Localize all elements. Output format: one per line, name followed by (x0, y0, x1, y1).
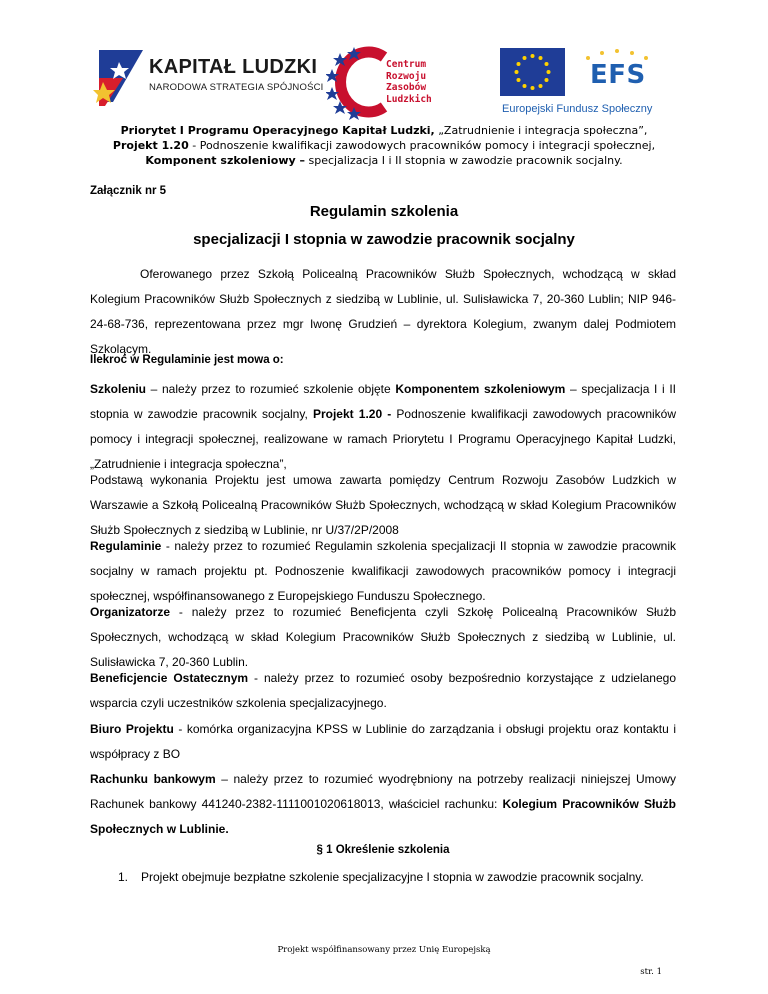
definition-regulamin (90, 534, 676, 609)
header-line-2-bold: Projekt 1.20 (112, 139, 189, 152)
basis-paragraph: Podstawą wykonania Projektu jest umowa zawarta pomiędzy Centrum Rozwoju Zasobów Ludzkich w Warszawie a Szkołą Policealną Pracowników Służb Społecznych, wchodzącą w skład Kolegium Pracowników Służb Społecznych z siedzibą w Lublinie, nr U/37/2P/2008 (90, 473, 676, 537)
definition-text: – należy przez to rozumieć szkolenie objęte (146, 382, 396, 396)
crzl-name: Centrum Rozwoju Zasobów Ludzkich (386, 59, 432, 105)
header-line-3-rest: specjalizacja I i II stopnia w zawodzie pracownik socjalny. (304, 154, 623, 167)
section-heading: § 1 Określenie szkolenia (316, 844, 450, 856)
definition-biuro (90, 717, 676, 767)
intro-paragraph: Oferowanego przez Szkołą Policealną Pracowników Służb Społecznych, wchodzącą w skład Kolegium Pracowników Służb Społecznych z siedzibą w Lublinie, ul. Sulisławicka 7, 20-360 Lublin; NIP 946-24-68-736, reprezentowana przez mgr Iwonę Grudzień – dyrektora Kolegium, zwanym dalej Podmiotem Szkolącym. (90, 267, 676, 356)
definition-text: – specjalizacja I i II stopnia w zawodzie pracownik socjalny, (90, 382, 676, 421)
definition-text: – należy przez to rozumieć wyodrębniony na potrzeby realizacji niniejszej Umowy Rachunek bankowy 441240-2382-1111001020618013, właściciel rachunku: (90, 772, 677, 811)
header-line-2-rest: - Podnoszenie kwalifikacji zawodowych pracowników pomocy i integracji społecznej, (188, 139, 656, 152)
definition-text: Podnoszenie kwalifikacji zawodowych pracowników pomocy i integracji społecznej, realizowane w ramach Priorytetu I Programu Operacyjnego Kapitał Ludzki, „Zatrudnienie i integracja społeczna”, (90, 407, 676, 471)
header-line-3 (0, 153, 768, 168)
definition-term: Beneficjencie Ostatecznym (90, 671, 249, 685)
document-subtitle: specjalizacji I stopnia w zawodzie pracownik socjalny (193, 231, 575, 248)
kapital-ludzki-logo (93, 42, 324, 112)
definition-term: Biuro Projektu (90, 722, 174, 736)
list-item-text: Projekt obejmuje bezpłatne szkolenie specjalizacyjne I stopnia w zawodzie pracownik socjalny. (141, 870, 644, 884)
header-line-3-bold: Komponent szkoleniowy – (145, 154, 305, 167)
definition-szkolenie (90, 377, 676, 477)
definition-organizator (90, 600, 676, 675)
document-title: Regulamin szkolenia (309, 203, 459, 220)
definitions-heading: Ilekroć w Regulaminie jest mowa o: (90, 354, 284, 366)
definition-term: Organizatorze (90, 605, 171, 619)
eu-efs-logo (500, 48, 655, 120)
definition-text: - należy przez to rozumieć Beneficjenta czyli Szkołę Policealną Pracowników Służb Społecznych, wchodzącą w skład Kolegium Pracowników Służb Społecznych z siedzibą w Lublinie, ul. Sulisławicka 7, 20-360 Lublin. (90, 605, 676, 669)
definition-beneficjent (90, 666, 676, 716)
definition-term: Rachunku bankowym (90, 772, 216, 786)
header-line-1-rest: „Zatrudnienie i integracja społeczna”, (434, 124, 648, 137)
definition-bold: Projekt 1.20 - (312, 407, 392, 421)
kapital-ludzki-emblem-icon (93, 42, 149, 112)
definition-term: Szkoleniu (90, 382, 147, 396)
kapital-ludzki-subtitle: NARODOWA STRATEGIA SPÓJNOŚCI (149, 82, 324, 93)
list-item-number: 1. (118, 870, 129, 884)
header-line-1-bold: Priorytet I Programu Operacyjnego Kapitał Ludzki, (120, 124, 435, 137)
cofinanced-footer: Projekt współfinansowany przez Unię Europejską (277, 945, 491, 955)
efs-logo-text: EFS (590, 60, 646, 90)
list-item (118, 865, 676, 890)
definition-term: Regulaminie (90, 539, 162, 553)
definition-rachunek (90, 767, 676, 842)
header-line-2 (0, 138, 768, 153)
definition-text: - komórka organizacyjna KPSS w Lublinie do zarządzania i obsługi projektu oraz kontaktu i współpracy z BO (90, 722, 676, 761)
crzl-logo (326, 45, 466, 120)
definition-text: - należy przez to rozumieć osoby bezpośrednio korzystające z udzielanego wsparcia czyli uczestników szkolenia specjalizacyjnego. (90, 671, 676, 710)
definition-bold: Komponentem szkoleniowym (395, 382, 566, 396)
page-number: str. 1 (640, 967, 662, 977)
header-line-1 (0, 123, 768, 138)
kapital-ludzki-title: KAPITAŁ LUDZKI (149, 56, 318, 78)
eu-flag-icon (500, 48, 565, 96)
definition-text: - należy przez to rozumieć Regulamin szkolenia specjalizacji II stopnia w zawodzie pracownik socjalny w ramach projektu pt. Podnoszenie kwalifikacji zawodowych pracowników pomocy i integracji społecznej, współfinansowanego z Europejskiego Funduszu Społecznego. (90, 539, 676, 603)
annex-label: Załącznik nr 5 (90, 185, 167, 197)
eu-caption: Europejski Fundusz Społeczny (502, 103, 653, 115)
account-owner: Kolegium Pracowników Służb Społecznych w Lublinie. (90, 797, 676, 836)
